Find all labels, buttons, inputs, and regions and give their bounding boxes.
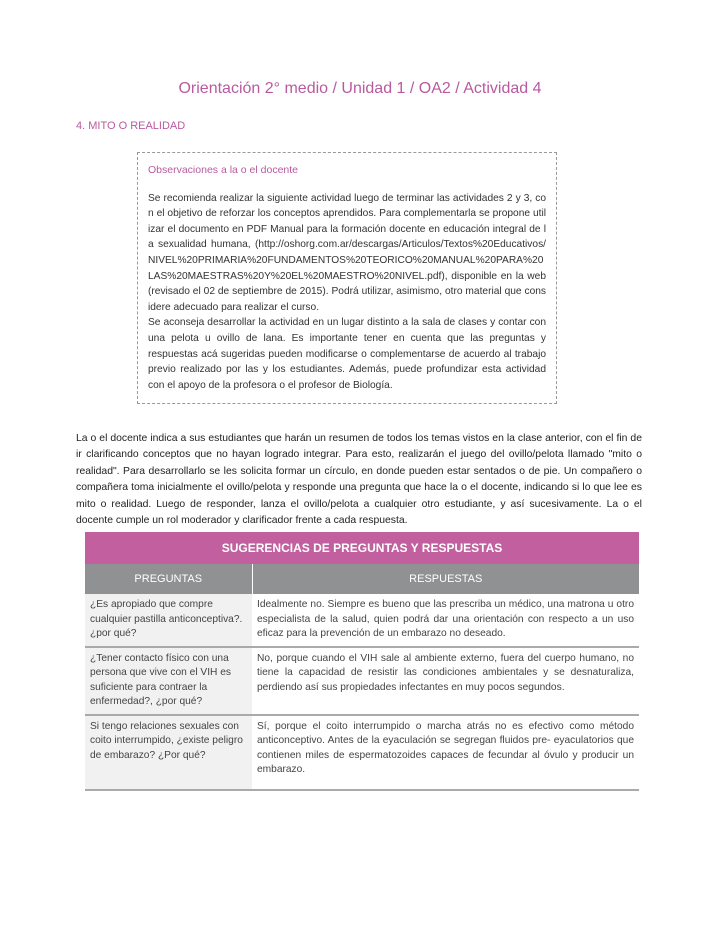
answer-cell: No, porque cuando el VIH sale al ambiente externo, fuera del cuerpo humano, no tiene la capacidad de resistir las condiciones ambientales y se desnaturaliza, perdiendo así sus propiedades infectantes en muy pocos segundos.: [252, 647, 639, 715]
table-row: [85, 647, 639, 715]
suggestions-table: [85, 532, 639, 791]
table-row: [85, 594, 639, 647]
activity-description: La o el docente indica a sus estudiantes que harán un resumen de todos los temas vistos en la clase anterior, con el fin de ir clarificando conceptos que no hayan logrado integrar. Para esto, realizarán el juego del ovillo/pelota llamado "mito o realidad". Para desarrollarlo se les solicita formar un círculo, en donde pueden estar sentados o de pie. Un compañero o compañera toma inicialmente el ovillo/pelota y responde una pregunta que hace la o el docente, indicando si lo que lee es mito o realidad. Luego de responder, lanza el ovillo/pelota a cualquier otro estudiante, y así sucesivamente. La o el docente cumple un rol moderador y clarificador frente a cada respuesta.: [76, 433, 642, 527]
teacher-notes-paragraph: Se aconseja desarrollar la actividad en un lugar distinto a la sala de clases y contar con una pelota u ovillo de lana. Es importante tener en cuenta que las preguntas y respuestas acá sugeridas pueden modificarse o complementarse de acuerdo al trabajo previo realizado por las y los estudiantes. Además, puede profundizar esta actividad con el apoyo de la profesora o el profesor de Biología.: [148, 317, 546, 391]
teacher-notes-heading: Observaciones a la o el docente: [148, 164, 299, 176]
column-header-answers: RESPUESTAS: [252, 564, 639, 594]
answer-cell: Sí, porque el coito interrumpido o marcha atrás no es efectivo como método anticonceptivo. Antes de la eyaculación se segregan fluidos pre- eyaculatorios que contienen miles de espermatozoides capaces de fecundar al óvulo y producir un embarazo.: [252, 715, 639, 790]
question-cell: Si tengo relaciones sexuales con coito interrumpido, ¿existe peligro de embarazo? ¿Por qué?: [85, 715, 252, 790]
section-title: 4. MITO O REALIDAD: [76, 120, 186, 132]
question-cell: ¿Tener contacto físico con una persona que vive con el VIH es suficiente para contraer la enfermedad?, ¿por qué?: [85, 647, 252, 715]
table-title: SUGERENCIAS DE PREGUNTAS Y RESPUESTAS: [85, 532, 639, 564]
table-row: [85, 715, 639, 790]
answer-cell: Idealmente no. Siempre es bueno que las prescriba un médico, una matrona u otro especialista de la salud, quien podrá dar una orientación con respecto a un uso eficaz para la prevención de un embarazo no deseado.: [252, 594, 639, 647]
teacher-notes-paragraph: Se recomienda realizar la siguiente actividad luego de terminar las actividades 2 y 3, con el objetivo de reforzar los conceptos aprendidos. Para complementarla se propone utilizar el documento en PDF Manual para la formación docente en educación integral de la sexualidad humana, (http://oshorg.com.ar/descargas/Articulos/Textos%20Educativos/NIVEL%20PRIMARIA%20FUNDAMENTOS%20TEORICO%20MANUAL%20PARA%20LAS%20MAESTRAS%20Y%20EL%20MAESTRO%20NIVEL.pdf), disponible en la web (revisado el 02 de septiembre de 2015). Podrá utilizar, asimismo, otro material que considere adecuado para realizar el curso.: [148, 192, 546, 313]
teacher-notes-box: [137, 152, 557, 404]
column-header-questions: PREGUNTAS: [85, 564, 252, 594]
page-title: Orientación 2° medio / Unidad 1 / OA2 / Actividad 4: [178, 80, 542, 97]
question-cell: ¿Es apropiado que compre cualquier pastilla anticonceptiva?. ¿por qué?: [85, 594, 252, 647]
